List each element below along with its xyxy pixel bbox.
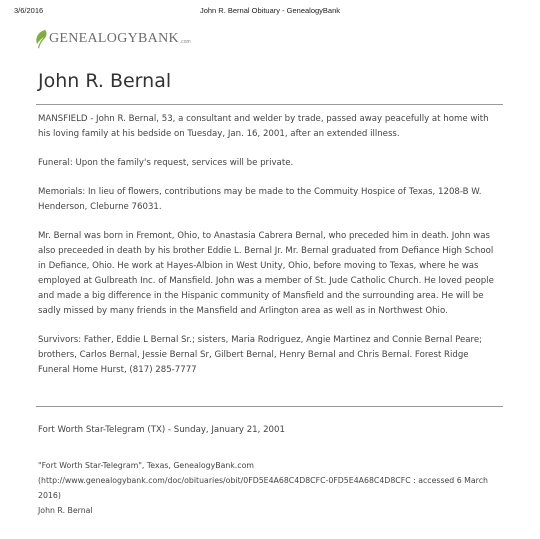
obituary-paragraph: Memorials: In lieu of flowers, contributions may be made to the Commuity Hospice of Texas, 1208-B W. Henderson, Cleburne 76031.: [38, 187, 482, 212]
citation-publication: "Fort Worth Star-Telegram", Texas, GenealogyBank.com: [38, 461, 254, 470]
obituary-paragraph: MANSFIELD - John R. Bernal, 53, a consultant and welder by trade, passed away peacefully at home with his loving family at his bedside on Tuesday, Jan. 16, 2001, after an extended illness.: [38, 114, 489, 139]
citation-block: [38, 458, 508, 518]
genealogybank-logo[interactable]: [34, 28, 191, 50]
obituary-paragraph: Mr. Bernal was born in Fremont, Ohio, to Anastasia Cabrera Bernal, who preceded him in death. John was also preceeded in death by his brother Eddie L. Bernal Jr. Mr. Bernal graduated from Defiance High School in Defiance, Ohio. He work at Hayes-Albion in West Unity, Ohio, before moving to Texas, where he was employed at Gulbreath Inc. of Mansfield. John was a member of St. Jude Catholic Church. He loved people and made a big difference in the Hispanic community of Mansfield and the surrounding area. He will be sadly missed by many friends in the Mansfield and Arlington area as well as in Northwest Ohio.: [38, 231, 494, 316]
obituary-title: John R. Bernal: [38, 70, 172, 92]
leaf-icon: [34, 29, 48, 49]
obituary-body: [38, 112, 502, 392]
logo-suffix: .com: [179, 39, 191, 45]
obituary-paragraph: Funeral: Upon the family's request, services will be private.: [38, 158, 294, 168]
citation-name: John R. Bernal: [38, 506, 93, 515]
print-header: [0, 6, 540, 18]
print-page-title: John R. Bernal Obituary - GenealogyBank: [199, 6, 341, 15]
source-divider: [36, 406, 503, 407]
title-divider: [36, 104, 503, 105]
citation-year: 2016): [38, 491, 61, 500]
citation-url[interactable]: (http://www.genealogybank.com/doc/obituaries/obit/0FD5E4A68C4D8CFC-0FD5E4A68C4D8CFC : accessed 6 March: [38, 476, 488, 485]
publication-source: Fort Worth Star-Telegram (TX) - Sunday, January 21, 2001: [38, 425, 285, 435]
obituary-paragraph: Survivors: Father, Eddie L Bernal Sr.; sisters, Maria Rodriguez, Angie Martinez and Connie Bernal Peare; brothers, Carlos Bernal, Jessie Bernal Sr, Gilbert Bernal, Henry Bernal and Chris Bernal. Forest Ridge Funeral Home Hurst, (817) 285-7777: [38, 335, 483, 375]
logo-wordmark: GENEALOGYBANK: [49, 31, 179, 46]
print-date: 3/6/2016: [14, 6, 44, 15]
